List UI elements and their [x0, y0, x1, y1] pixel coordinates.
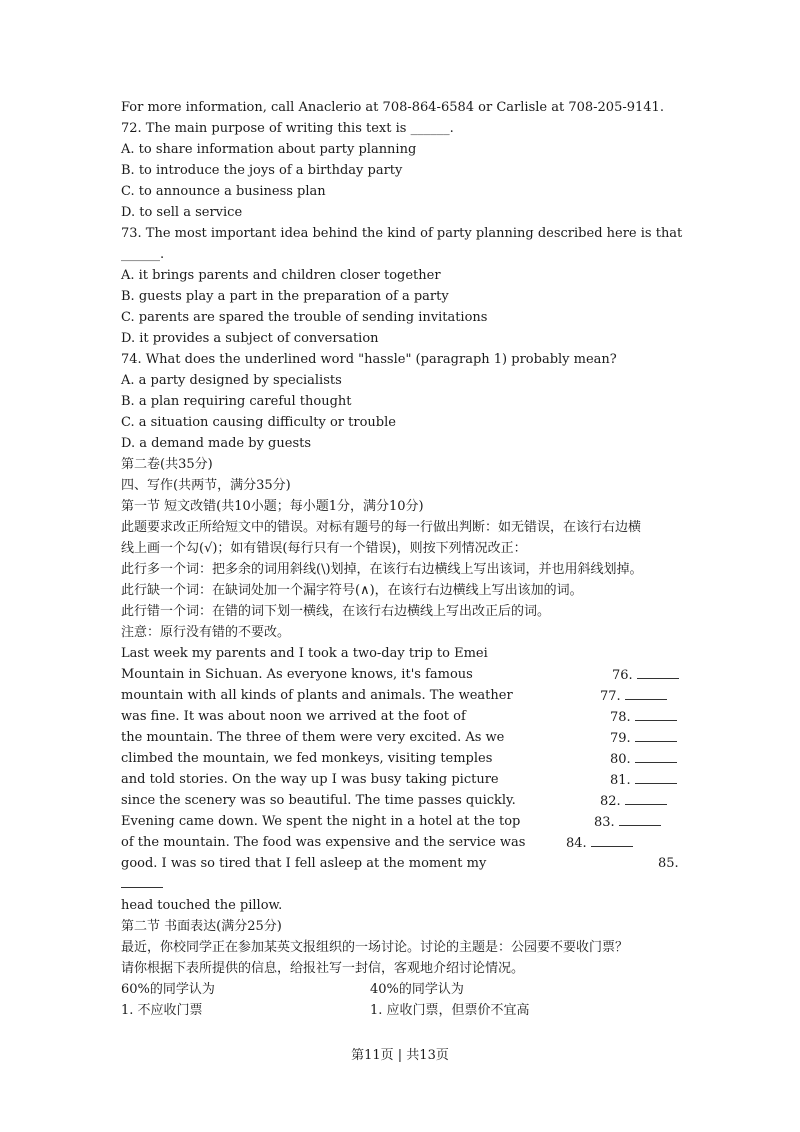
answer-number: 79. — [610, 731, 631, 746]
instruction-line: 此行缺一个词：在缺词处加一个漏字符号(∧)，在该行右边横线上写出该加的词。 — [121, 583, 583, 598]
question-72-option-d: D. to sell a service — [121, 205, 243, 220]
page-footer: 第11页 | 共13页 — [351, 1048, 449, 1063]
passage-line: climbed the mountain, we fed monkeys, visiting temples — [121, 751, 493, 766]
writing-prompt-line: 最近，你校同学正在参加某英文报组织的一场讨论。讨论的主题是：公园要不要收门票？ — [121, 940, 629, 955]
answer-blank[interactable] — [591, 834, 633, 847]
answer-blank[interactable] — [637, 666, 679, 679]
instruction-note: 注意：原行没有错的不要改。 — [121, 625, 291, 640]
table-col2-header: 40%的同学认为 — [370, 982, 464, 997]
question-74-option-a: A. a party designed by specialists — [121, 373, 342, 388]
passage-line: was fine. It was about noon we arrived at the foot of — [121, 709, 466, 724]
passage-line: Evening came down. We spent the night in a hotel at the top — [121, 814, 521, 829]
instruction-line: 此题要求改正所给短文中的错误。对标有题号的每一行做出判断：如无错误，在该行右边横 — [121, 520, 642, 535]
question-72-option-a: A. to share information about party planning — [121, 142, 417, 157]
answer-number: 80. — [610, 752, 631, 767]
answer-slot-76 — [612, 666, 679, 685]
section-2-title: 第二节 书面表达(满分25分) — [121, 919, 282, 934]
answer-number: 83. — [594, 815, 615, 830]
answer-blank[interactable] — [635, 708, 677, 721]
question-74-option-c: C. a situation causing difficulty or trouble — [121, 415, 396, 430]
answer-blank[interactable] — [121, 875, 163, 888]
question-73-option-c: C. parents are spared the trouble of sending invitations — [121, 310, 488, 325]
answer-slot-78 — [610, 708, 677, 727]
table-col2-item: 1. 应收门票，但票价不宜高 — [370, 1003, 530, 1018]
section-1-title: 第一节 短文改错(共10小题；每小题1分，满分10分) — [121, 499, 424, 514]
answer-number: 76. — [612, 668, 633, 683]
answer-number: 84. — [566, 836, 587, 851]
answer-number: 78. — [610, 710, 631, 725]
instruction-line: 线上画一个勾(√)；如有错误(每行只有一个错误)，则按下列情况改正： — [121, 541, 527, 556]
answer-slot-85 — [121, 875, 163, 894]
answer-blank[interactable] — [625, 687, 667, 700]
section-4-title: 四、写作(共两节，满分35分) — [121, 478, 291, 493]
question-73-option-b: B. guests play a part in the preparation of a party — [121, 289, 449, 304]
question-73-option-d: D. it provides a subject of conversation — [121, 331, 379, 346]
answer-slot-81 — [610, 771, 677, 790]
answer-slot-84 — [566, 834, 633, 853]
contact-info-line: For more information, call Anaclerio at 708-864-6584 or Carlisle at 708-205-9141. — [121, 100, 664, 115]
instruction-line: 此行多一个词：把多余的词用斜线(\)划掉，在该行右边横线上写出该词，并也用斜线划掉。 — [121, 562, 643, 577]
passage-line: and told stories. On the way up I was busy taking picture — [121, 772, 499, 787]
answer-slot-83 — [594, 813, 661, 832]
instruction-line: 此行错一个词：在错的词下划一横线，在该行右边横线上写出改正后的词。 — [121, 604, 551, 619]
answer-number: 85. — [658, 856, 679, 871]
answer-blank[interactable] — [635, 729, 677, 742]
answer-blank[interactable] — [635, 750, 677, 763]
answer-number: 82. — [600, 794, 621, 809]
question-74-stem: 74. What does the underlined word "hassle" (paragraph 1) probably mean? — [121, 352, 617, 367]
question-74-option-b: B. a plan requiring careful thought — [121, 394, 352, 409]
writing-prompt-line: 请你根据下表所提供的信息，给报社写一封信，客观地介绍讨论情况。 — [121, 961, 525, 976]
question-72-stem: 72. The main purpose of writing this text is ______. — [121, 121, 454, 136]
question-72-option-c: C. to announce a business plan — [121, 184, 326, 199]
question-73-stem-blank: ______. — [121, 247, 165, 262]
answer-slot-82 — [600, 792, 667, 811]
question-72-option-b: B. to introduce the joys of a birthday party — [121, 163, 403, 178]
passage-line: Last week my parents and I took a two-day trip to Emei — [121, 646, 488, 661]
passage-line: mountain with all kinds of plants and animals. The weather — [121, 688, 513, 703]
table-col1-item: 1. 不应收门票 — [121, 1003, 203, 1018]
question-74-option-d: D. a demand made by guests — [121, 436, 312, 451]
answer-blank[interactable] — [619, 813, 661, 826]
answer-slot-77 — [600, 687, 667, 706]
answer-blank[interactable] — [625, 792, 667, 805]
passage-line: head touched the pillow. — [121, 898, 283, 913]
passage-line: the mountain. The three of them were very excited. As we — [121, 730, 505, 745]
table-col1-header: 60%的同学认为 — [121, 982, 215, 997]
passage-line: good. I was so tired that I fell asleep at the moment my — [121, 856, 487, 871]
passage-line: Mountain in Sichuan. As everyone knows, it's famous — [121, 667, 473, 682]
answer-number: 81. — [610, 773, 631, 788]
passage-line: of the mountain. The food was expensive and the service was — [121, 835, 526, 850]
question-73-option-a: A. it brings parents and children closer together — [121, 268, 441, 283]
answer-slot-79 — [610, 729, 677, 748]
passage-line: since the scenery was so beautiful. The time passes quickly. — [121, 793, 516, 808]
part-2-title: 第二卷(共35分) — [121, 457, 213, 472]
answer-number: 77. — [600, 689, 621, 704]
question-73-stem: 73. The most important idea behind the kind of party planning described here is that — [121, 226, 683, 241]
answer-slot-80 — [610, 750, 677, 769]
answer-blank[interactable] — [635, 771, 677, 784]
